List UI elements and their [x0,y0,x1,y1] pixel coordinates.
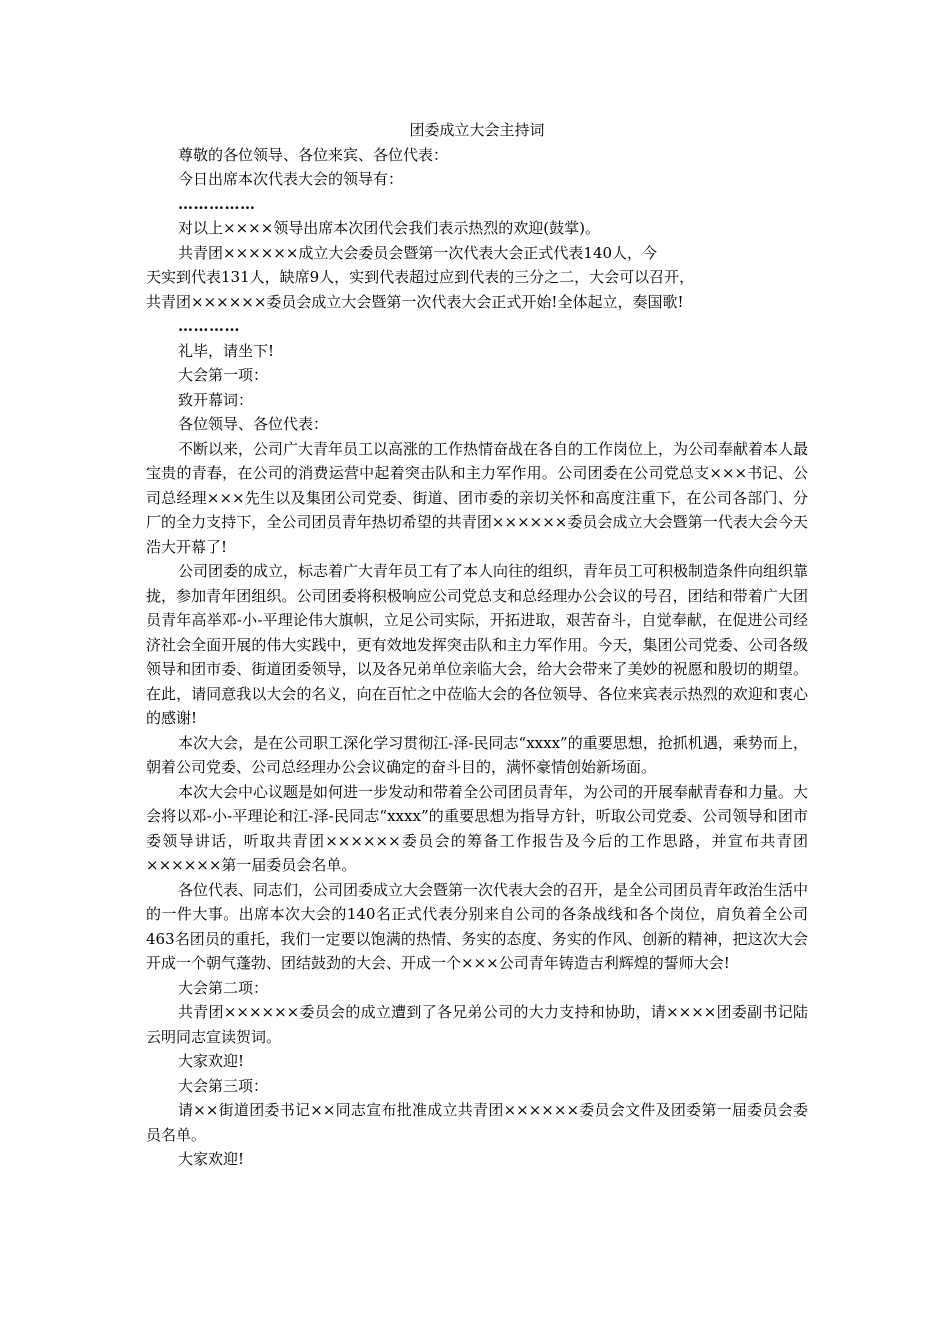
sit-down-line: 礼毕，请坐下! [178,341,275,360]
opening-announcement-line: 共青团××××××委员会成立大会暨第一次代表大会正式开始!全体起立，奏国歌! [146,292,684,311]
attendance-line-2: 天实到代表131人，缺席9人，实到代表超过应到代表的三分之二，大会可以召开， [146,268,695,286]
body-paragraph: 本次大会中心议题是如何进一步发动和带着全公司团员青年，为公司的开展奉献青春和力量。大会将以邓-小-平理论和江-泽-民同志“xxxx”的重要思想为指导方针，听取公司党委、公司领导和团市委领导讲话，听取共青团××××××委员会的筹备工作报告及今后的工作思路，并宣布共青团××××××第一届委员会名单。 [146,782,809,874]
speech-greeting-line: 各位领导、各位代表： [178,415,329,433]
greeting-line: 尊敬的各位领导、各位来宾、各位代表： [178,145,449,164]
ellipsis-line: …………… [178,194,256,213]
agenda-item-2-heading: 大会第二项： [178,978,269,997]
body-paragraph: 请××街道团委书记××同志宣布批准成立共青团××××××委员会文件及团委第一届委员会委员名单。 [146,1101,808,1144]
agenda-item-1-heading: 大会第一项： [178,366,269,384]
body-paragraph: 不断以来，公司广大青年员工以高涨的工作热情奋战在各自的工作岗位上，为公司奉献着本人最宝贵的青春，在公司的消费运营中起着突击队和主力军作用。公司团委在公司党总支×××书记、公司总经理×××先生以及集团公司党委、街道、团市委的亲切关怀和高度注重下，在公司各部门、分厂的全力支持下，全公司团员青年热切希望的共青团××××××委员会成立大会暨第一代表大会今天浩大开幕了! [146,439,809,556]
body-paragraph: 各位代表、同志们，公司团委成立大会暨第一次代表大会的召开，是全公司团员青年政治生活中的一件大事。出席本次大会的140名正式代表分别来自公司的各条战线和各个岗位，肩负着全公司463名团员的重托，我们一定要以饱满的热情、务实的态度、务实的作风、创新的精神，把这次大会开成一个朝气蓬勃、团结鼓劲的大会、开成一个×××公司青年铸造吉利辉煌的誓师大会! [146,880,809,972]
applause-line: 大家欢迎! [178,1150,245,1168]
body-paragraph: 本次大会，是在公司职工深化学习贯彻江-泽-民同志“xxxx”的重要思想，抢抓机遇，乘势而上，朝着公司党委、公司总经理办公会议确定的奋斗目的，满怀豪情创始新场面。 [146,733,808,776]
body-paragraph: 共青团××××××委员会的成立遭到了各兄弟公司的大力支持和协助，请××××团委副书记陆云明同志宣读贺词。 [146,1003,808,1046]
opening-speech-heading: 致开幕词： [178,390,254,409]
applause-line: 大家欢迎! [178,1052,245,1070]
leaders-intro-line: 今日出席本次代表大会的领导有： [178,170,404,188]
attendance-line-1: 共青团××××××成立大会委员会暨第一次代表大会正式代表140人，今 [178,243,658,262]
document-title: 团委成立大会主持词 [409,121,545,139]
agenda-item-3-heading: 大会第三项： [178,1076,269,1095]
document-page [146,118,808,1172]
welcome-line: 对以上××××领导出席本次团代会我们表示热烈的欢迎(鼓掌)。 [178,219,600,237]
body-paragraph: 公司团委的成立，标志着广大青年员工有了本人向往的组织，青年员工可积极制造条件向组织靠拢，参加青年团组织。公司团委将积极响应公司党总支和总经理办公会议的号召，团结和带着广大团员青年高举邓-小-平理论伟大旗帜，立足公司实际，开拓进取，艰苦奋斗，自觉奉献，在促进公司经济社会全面开展的伟大实践中，更有效地发挥突击队和主力军作用。今天，集团公司党委、公司各级领导和团市委、街道团委领导，以及各兄弟单位亲临大会，给大会带来了美妙的祝愿和殷切的期望。在此，请同意我以大会的名义，向在百忙之中莅临大会的各位领导、各位来宾表示热烈的欢迎和衷心的感谢! [146,562,809,727]
ellipsis-line: ………… [178,317,240,335]
